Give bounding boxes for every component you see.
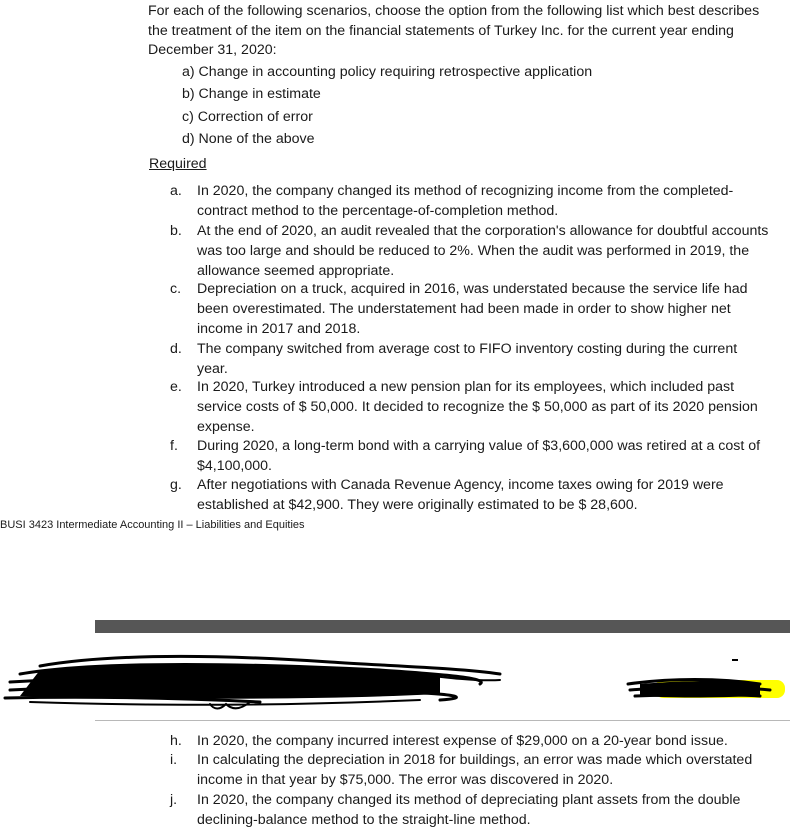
scenario-text: The company switched from average cost to FIFO inventory costing during the current year.: [197, 341, 738, 377]
scenario-text: During 2020, a long-term bond with a carrying value of $3,600,000 was retired at a cost of $4,100,000.: [197, 438, 761, 474]
header-rule: [95, 720, 790, 721]
scenario-letter: d.: [170, 341, 182, 357]
page-divider-bar: [95, 620, 790, 633]
scenario-letter: h.: [170, 733, 182, 749]
scenario-text: In calculating the depreciation in 2018 for buildings, an error was made which overstated income in that year by $75,000. The error was discovered in 2020.: [197, 752, 753, 788]
scenario-g: [170, 476, 770, 516]
scenario-c: [170, 280, 770, 339]
scenario-letter: e.: [170, 379, 182, 395]
scenario-letter: i.: [170, 752, 178, 768]
scenario-letter: g.: [170, 477, 182, 493]
scenario-letter: j.: [170, 792, 178, 808]
scenario-e: [170, 378, 770, 437]
scenario-text: In 2020, the company incurred interest expense of $29,000 on a 20-year bond issue.: [197, 733, 728, 749]
scenario-letter: c.: [170, 281, 182, 297]
scenario-text: In 2020, the company changed its method of depreciating plant assets from the double declining-balance method to the straight-line method.: [197, 792, 741, 828]
scenario-text: At the end of 2020, an audit revealed that the corporation's allowance for doubtful accounts was too large and should be reduced to 2%. When the audit was performed in 2019, the allowance seemed appropriate.: [197, 223, 769, 279]
scenario-text: After negotiations with Canada Revenue Agency, income taxes owing for 2019 were established at $42,900. They were originally estimated to be $ 28,600.: [197, 477, 724, 513]
redaction-scribble: [0, 644, 790, 724]
scenario-letter: f.: [170, 438, 178, 454]
option-a: a) Change in accounting policy requiring retrospective application: [182, 64, 593, 80]
redacted-header-right-fill: [640, 681, 760, 698]
option-b: b) Change in estimate: [182, 86, 321, 103]
scenario-text: Depreciation on a truck, acquired in 2016, was understated because the service life had been overestimated. The understatement had been made in order to show higher net income in 2017 and 2018.: [197, 281, 748, 337]
scenario-j: [170, 791, 770, 831]
scenario-a: [170, 182, 770, 222]
scenario-text: In 2020, Turkey introduced a new pension plan for its employees, which included past service costs of $ 50,000. It decided to recognize the $ 50,000 as part of its 2020 pension expense.: [197, 379, 758, 435]
scenario-f: [170, 437, 770, 477]
option-c: c) Correction of error: [182, 108, 313, 125]
intro-paragraph: For each of the following scenarios, choose the option from the following list which best describes the treatment of the item on the financial statements of Turkey Inc. for the current year ending December 31, 2020:: [148, 3, 760, 58]
scenario-text: In 2020, the company changed its method of recognizing income from the completed-contract method to the percentage-of-completion method.: [197, 183, 734, 219]
option-d: d) None of the above: [182, 130, 315, 147]
scenario-d: [170, 340, 770, 380]
scenario-letter: b.: [170, 223, 182, 239]
option-list: [182, 62, 592, 151]
scenario-letter: a.: [170, 183, 182, 199]
scenario-h: [170, 732, 770, 752]
required-heading: Required: [149, 156, 207, 172]
scenario-i: [170, 751, 770, 791]
scenario-b: [170, 222, 770, 281]
page-footer: BUSI 3423 Intermediate Accounting II – Liabilities and Equities: [0, 519, 305, 531]
